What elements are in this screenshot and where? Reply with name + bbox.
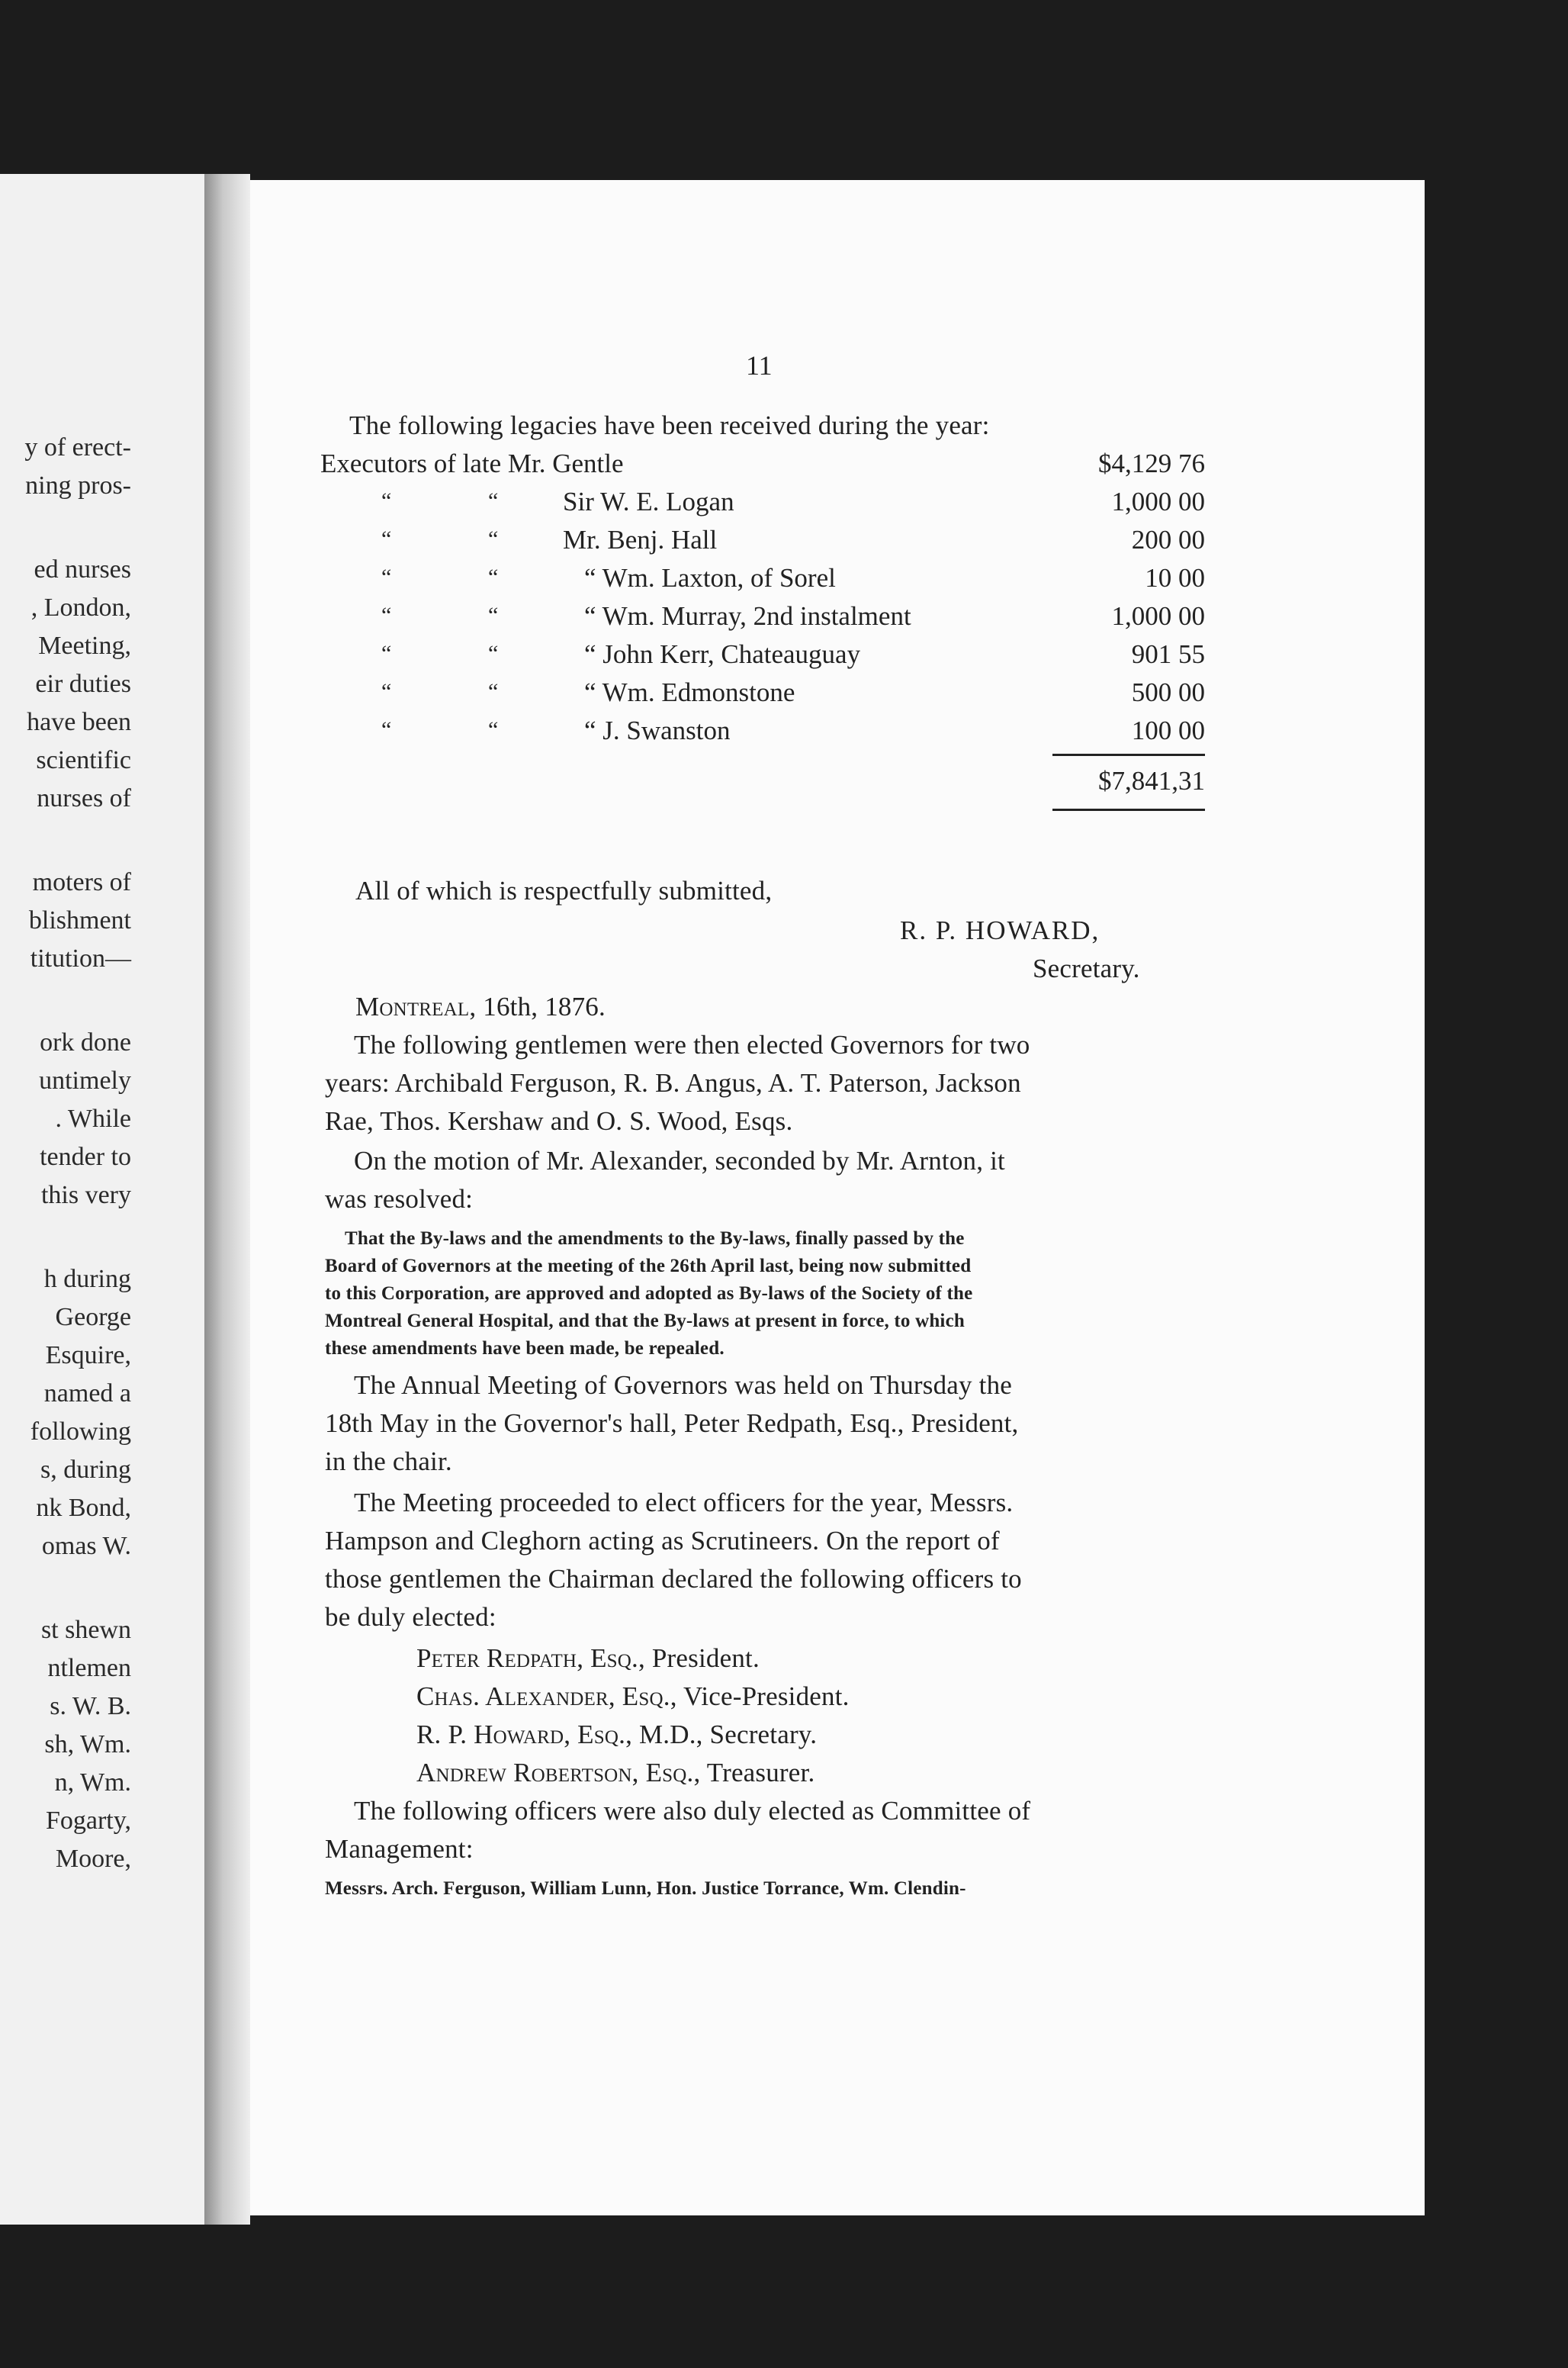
left-page-text-fragment: George bbox=[55, 1303, 131, 1331]
ditto-mark: “ bbox=[488, 641, 499, 666]
resolution-line-2: Board of Governors at the meeting of the 26th April last, being now submitted bbox=[325, 1256, 972, 1276]
left-page-text-fragment: nurses of bbox=[37, 784, 131, 812]
ditto-mark: “ bbox=[381, 679, 392, 704]
governors-line-2: years: Archibald Ferguson, R. B. Angus, A. T. Paterson, Jackson bbox=[325, 1068, 1021, 1098]
legacy-amount: 500 00 bbox=[1131, 677, 1205, 707]
left-page-text-fragment: s, during bbox=[40, 1456, 131, 1484]
left-page-text-fragment: ning pros- bbox=[25, 471, 131, 500]
left-page-text-fragment: moters of bbox=[32, 868, 131, 896]
left-page-text-fragment: ed nurses bbox=[34, 555, 131, 584]
annual-line-1: The Annual Meeting of Governors was held on Thursday the bbox=[354, 1370, 1013, 1400]
submitted-line: All of which is respectfully submitted, bbox=[355, 876, 773, 906]
left-page-text-fragment: h during bbox=[43, 1265, 131, 1293]
committee-line-2: Management: bbox=[325, 1834, 474, 1864]
ditto-mark: “ bbox=[488, 603, 499, 628]
legacy-name: “ Wm. Laxton, of Sorel bbox=[584, 563, 836, 593]
ditto-mark: “ bbox=[381, 488, 392, 513]
left-page-text-fragment: blishment bbox=[28, 906, 131, 935]
page-number: 11 bbox=[746, 350, 773, 381]
meeting-line-2: Hampson and Cleghorn acting as Scrutineers. On the report of bbox=[325, 1526, 1000, 1556]
legacy-amount: 1,000 00 bbox=[1111, 487, 1205, 516]
ditto-mark: “ bbox=[488, 565, 499, 590]
left-page-text-fragment: omas W. bbox=[41, 1532, 131, 1560]
meeting-line-1: The Meeting proceeded to elect officers for the year, Messrs. bbox=[354, 1488, 1014, 1517]
left-page-text-fragment: Esquire, bbox=[45, 1341, 131, 1369]
legacy-name: “ J. Swanston bbox=[584, 716, 731, 745]
officer-treasurer bbox=[416, 1758, 815, 1788]
legacy-amount: $4,129 76 bbox=[1098, 449, 1205, 478]
left-page-text-fragment: y of erect- bbox=[24, 433, 131, 462]
date-rest: 16th, 1876. bbox=[483, 992, 606, 1022]
ditto-mark: “ bbox=[381, 603, 392, 628]
ditto-mark: “ bbox=[381, 526, 392, 552]
officer-role: , M.D., Secretary. bbox=[625, 1720, 818, 1749]
left-page-text-fragment: tender to bbox=[40, 1143, 131, 1171]
left-page-text-fragment: this very bbox=[40, 1181, 131, 1209]
legacy-amount: 200 00 bbox=[1131, 525, 1205, 555]
annual-line-2: 18th May in the Governor's hall, Peter Redpath, Esq., President, bbox=[325, 1408, 1019, 1438]
left-page-text-fragment: , London, bbox=[31, 594, 131, 622]
left-page-text-fragment: n, Wm. bbox=[54, 1768, 131, 1797]
left-page-text-fragment: nk Bond, bbox=[36, 1494, 131, 1522]
officer-role: , President. bbox=[638, 1643, 760, 1673]
signatory-title: Secretary. bbox=[1033, 954, 1140, 983]
total-rule-top bbox=[1052, 754, 1205, 756]
date-line bbox=[355, 992, 606, 1022]
book-spine bbox=[204, 174, 250, 2225]
legacies-total: $7,841,31 bbox=[1098, 766, 1205, 796]
resolution-line-4: Montreal General Hospital, and that the By-laws at present in force, to which bbox=[325, 1311, 965, 1331]
left-page-text-fragment: named a bbox=[43, 1379, 131, 1408]
resolution-line-5: these amendments have been made, be repealed. bbox=[325, 1338, 725, 1359]
officer-role: , Vice-President. bbox=[670, 1681, 850, 1711]
officer-name: Chas. Alexander, Esq. bbox=[416, 1681, 670, 1711]
officer-name: R. P. Howard, Esq. bbox=[416, 1720, 626, 1749]
left-page-text-fragment: titution— bbox=[30, 944, 131, 973]
signatory-name: R. P. HOWARD, bbox=[900, 915, 1100, 945]
left-page-text-fragment: ntlemen bbox=[47, 1654, 131, 1682]
legacy-name: “ John Kerr, Chateauguay bbox=[584, 639, 861, 669]
legacy-name: Executors of late Mr. Gentle bbox=[320, 449, 624, 478]
left-page-text-fragment: following bbox=[30, 1417, 131, 1446]
ditto-mark: “ bbox=[381, 641, 392, 666]
committee-members-line: Messrs. Arch. Ferguson, William Lunn, Hon. Justice Torrance, Wm. Clendin- bbox=[325, 1878, 966, 1899]
officer-secretary bbox=[416, 1720, 817, 1750]
governors-line-1: The following gentlemen were then elected Governors for two bbox=[354, 1030, 1030, 1060]
left-page-text-fragment: s. W. B. bbox=[50, 1692, 131, 1720]
meeting-line-3: those gentlemen the Chairman declared the following officers to bbox=[325, 1564, 1022, 1594]
left-page-text-fragment: sh, Wm. bbox=[44, 1730, 131, 1758]
meeting-line-4: be duly elected: bbox=[325, 1602, 496, 1632]
resolution-line-3: to this Corporation, are approved and adopted as By-laws of the Society of the bbox=[325, 1283, 973, 1304]
left-page bbox=[0, 174, 206, 2225]
left-page-text-fragment: eir duties bbox=[35, 670, 131, 698]
left-page-text-fragment: untimely bbox=[39, 1067, 131, 1095]
left-page-text-fragment: have been bbox=[27, 708, 131, 736]
ditto-mark: “ bbox=[488, 679, 499, 704]
resolution-line-1: That the By-laws and the amendments to the By-laws, finally passed by the bbox=[345, 1228, 965, 1249]
motion-line-2: was resolved: bbox=[325, 1184, 474, 1214]
legacy-name: Sir W. E. Logan bbox=[563, 487, 734, 516]
ditto-mark: “ bbox=[381, 565, 392, 590]
legacy-name: “ Wm. Edmonstone bbox=[584, 677, 795, 707]
total-rule-bottom bbox=[1052, 809, 1205, 811]
officer-president bbox=[416, 1643, 760, 1674]
left-page-text-fragment: . While bbox=[55, 1105, 131, 1133]
ditto-mark: “ bbox=[488, 526, 499, 552]
officer-vice-president bbox=[416, 1681, 850, 1712]
legacy-amount: 10 00 bbox=[1145, 563, 1205, 593]
date-place: Montreal, bbox=[355, 992, 477, 1022]
left-page-text-fragment: Moore, bbox=[55, 1845, 131, 1873]
left-page-text-fragment: scientific bbox=[36, 746, 131, 774]
legacy-amount: 100 00 bbox=[1131, 716, 1205, 745]
governors-line-3: Rae, Thos. Kershaw and O. S. Wood, Esqs. bbox=[325, 1106, 793, 1136]
left-page-text-fragment: ork done bbox=[40, 1028, 131, 1057]
officer-name: Andrew Robertson, Esq. bbox=[416, 1758, 694, 1787]
ditto-mark: “ bbox=[488, 488, 499, 513]
legacy-amount: 1,000 00 bbox=[1111, 601, 1205, 631]
legacy-name: Mr. Benj. Hall bbox=[563, 525, 718, 555]
ditto-mark: “ bbox=[488, 717, 499, 742]
document-page bbox=[250, 180, 1425, 2215]
left-page-text-fragment: st shewn bbox=[40, 1616, 131, 1644]
left-page-text-fragment: Fogarty, bbox=[45, 1807, 131, 1835]
legacies-intro: The following legacies have been received during the year: bbox=[349, 410, 990, 440]
officer-name: Peter Redpath, Esq. bbox=[416, 1643, 638, 1673]
committee-line-1: The following officers were also duly elected as Committee of bbox=[354, 1796, 1031, 1826]
motion-line-1: On the motion of Mr. Alexander, seconded by Mr. Arnton, it bbox=[354, 1146, 1005, 1176]
legacy-name: “ Wm. Murray, 2nd instalment bbox=[584, 601, 911, 631]
left-page-text-fragment: Meeting, bbox=[38, 632, 131, 660]
ditto-mark: “ bbox=[381, 717, 392, 742]
annual-line-3: in the chair. bbox=[325, 1446, 452, 1476]
officer-role: , Treasurer. bbox=[693, 1758, 815, 1787]
legacy-amount: 901 55 bbox=[1131, 639, 1205, 669]
